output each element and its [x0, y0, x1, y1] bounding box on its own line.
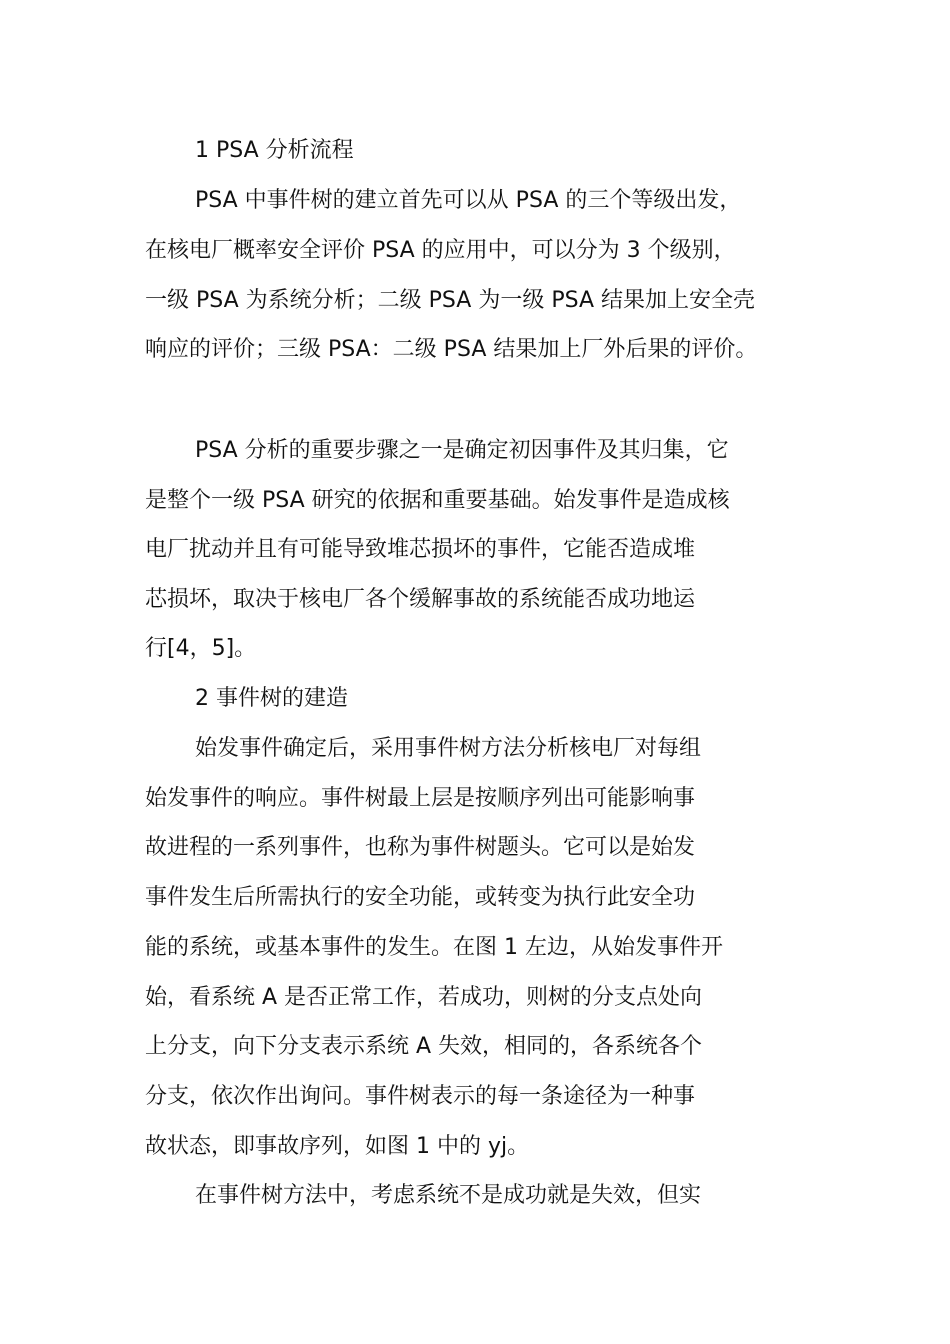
paragraph-line: 能的系统，或基本事件的发生。在图 1 左边，从始发事件开 — [145, 935, 723, 960]
paragraph-line: 行[4，5]。 — [145, 636, 257, 661]
section-heading-2: 2 事件树的建造 — [195, 686, 348, 711]
paragraph-line: 上分支，向下分支表示系统 A 失效，相同的，各系统各个 — [145, 1034, 703, 1059]
paragraph-line: 始，看系统 A 是否正常工作，若成功，则树的分支点处向 — [145, 985, 703, 1010]
paragraph-line: 始发事件确定后，采用事件树方法分析核电厂对每组 — [195, 736, 702, 761]
paragraph-line: PSA 分析的重要步骤之一是确定初因事件及其归集，它 — [195, 438, 729, 463]
paragraph-line: 一级 PSA 为系统分析；二级 PSA 为一级 PSA 结果加上安全壳 — [145, 288, 756, 313]
paragraph-line: 电厂扰动并且有可能导致堆芯损坏的事件，它能否造成堆 — [145, 537, 696, 562]
paragraph-line: 在核电厂概率安全评价 PSA 的应用中，可以分为 3 个级别， — [145, 238, 736, 263]
paragraph-line: 故状态，即事故序列，如图 1 中的 yj。 — [145, 1134, 530, 1159]
paragraph-line: 在事件树方法中，考虑系统不是成功就是失效，但实 — [195, 1183, 702, 1208]
paragraph-line: 响应的评价；三级 PSA：二级 PSA 结果加上厂外后果的评价。 — [145, 337, 758, 362]
paragraph-line: PSA 中事件树的建立首先可以从 PSA 的三个等级出发， — [195, 188, 742, 213]
section-heading-1: 1 PSA 分析流程 — [195, 138, 354, 163]
paragraph-line: 芯损坏，取决于核电厂各个缓解事故的系统能否成功地运 — [145, 587, 696, 612]
paragraph-line: 事件发生后所需执行的安全功能，或转变为执行此安全功 — [145, 885, 696, 910]
paragraph-line: 分支，依次作出询问。事件树表示的每一条途径为一种事 — [145, 1084, 696, 1109]
paragraph-line: 故进程的一系列事件，也称为事件树题头。它可以是始发 — [145, 835, 696, 860]
paragraph-line: 是整个一级 PSA 研究的依据和重要基础。始发事件是造成核 — [145, 488, 730, 513]
paragraph-line: 始发事件的响应。事件树最上层是按顺序列出可能影响事 — [145, 786, 696, 811]
